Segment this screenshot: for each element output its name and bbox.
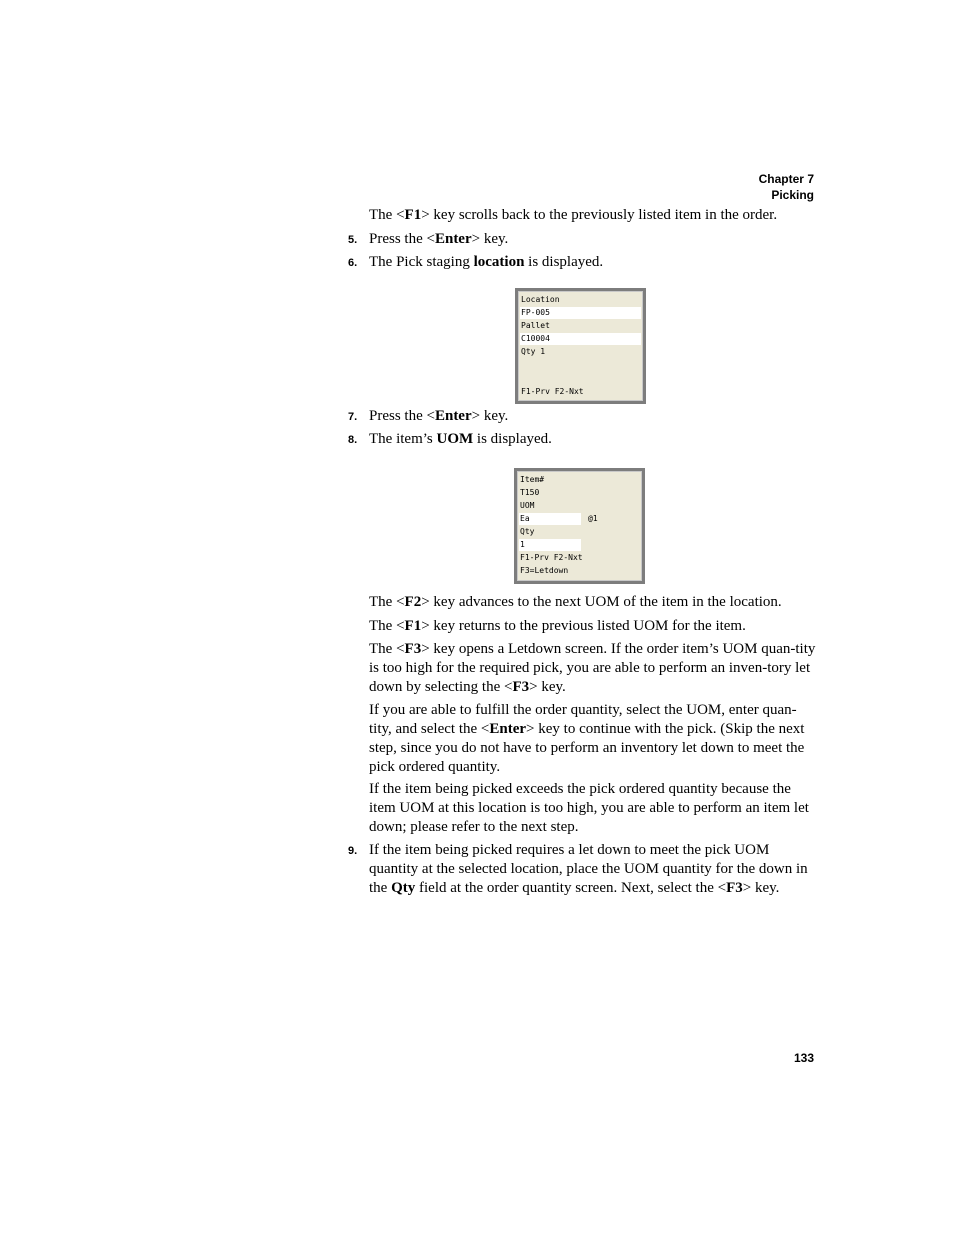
- step-number: 8.: [348, 434, 358, 446]
- paragraph-f1-scroll: The <F1> key scrolls back to the previously listed item in the order.: [369, 207, 778, 223]
- item-label: Item#: [520, 475, 545, 484]
- step-5-text: Press the <Enter> key.: [369, 231, 509, 247]
- location-field[interactable]: FP-005: [520, 307, 641, 319]
- function-keys-footer: F1-Prv F2-Nxt: [521, 387, 584, 396]
- item-uom-screen: [514, 468, 645, 584]
- step-9-text: If the item being picked requires a let down to meet the pick UOM quantity at the selected location, place the UOM quantity for the down in the Qty field at the order quantity screen. Next, select the <F3> key.: [369, 842, 808, 896]
- location-label: Location: [521, 295, 560, 304]
- uom-multiplier: @1: [588, 514, 598, 523]
- step-number: 9.: [348, 845, 358, 857]
- step-number: 7.: [348, 411, 358, 423]
- step-number: 6.: [348, 257, 358, 269]
- step-number: 5.: [348, 234, 358, 246]
- section-label: Picking: [771, 188, 814, 202]
- step-7-text: Press the <Enter> key.: [369, 408, 509, 424]
- qty-label: Qty: [520, 527, 535, 536]
- pallet-field[interactable]: C10004: [520, 333, 641, 345]
- paragraph-fulfill: If you are able to fulfill the order quantity, select the UOM, enter quan-tity, and select the <Enter> key to continue with the pick. (Skip the next step, since you do not have to perform an inventory let down to meet the pick ordered quantity.: [369, 702, 805, 775]
- running-header: [759, 171, 814, 203]
- letdown-key-footer: F3=Letdown: [520, 566, 569, 575]
- page-number: 133: [793, 1051, 814, 1065]
- uom-field[interactable]: Ea: [519, 513, 581, 525]
- item-value: T150: [520, 488, 540, 497]
- qty-field[interactable]: 1: [519, 539, 581, 551]
- function-keys-footer: F1-Prv F2-Nxt: [520, 553, 583, 562]
- step-8-text: The item’s UOM is displayed.: [369, 431, 552, 447]
- pallet-label: Pallet: [521, 321, 550, 330]
- qty-line: Qty 1: [521, 347, 546, 356]
- step-6-text: The Pick staging location is displayed.: [369, 254, 604, 270]
- uom-label: UOM: [520, 501, 535, 510]
- paragraph-f3: The <F3> key opens a Letdown screen. If the order item’s UOM quan-tity is too high for the required pick, you are able to perform an inven-tory let down by selecting the <F3> key.: [369, 641, 816, 695]
- chapter-label: Chapter 7: [758, 172, 814, 186]
- pick-staging-location-screen: [515, 288, 646, 404]
- paragraph-f2: The <F2> key advances to the next UOM of the item in the location.: [369, 594, 782, 610]
- paragraph-exceeds: If the item being picked exceeds the pick ordered quantity because the item UOM at this location is too high, you are able to perform an item let down; please refer to the next step.: [369, 781, 809, 835]
- paragraph-f1: The <F1> key returns to the previous listed UOM for the item.: [369, 618, 746, 634]
